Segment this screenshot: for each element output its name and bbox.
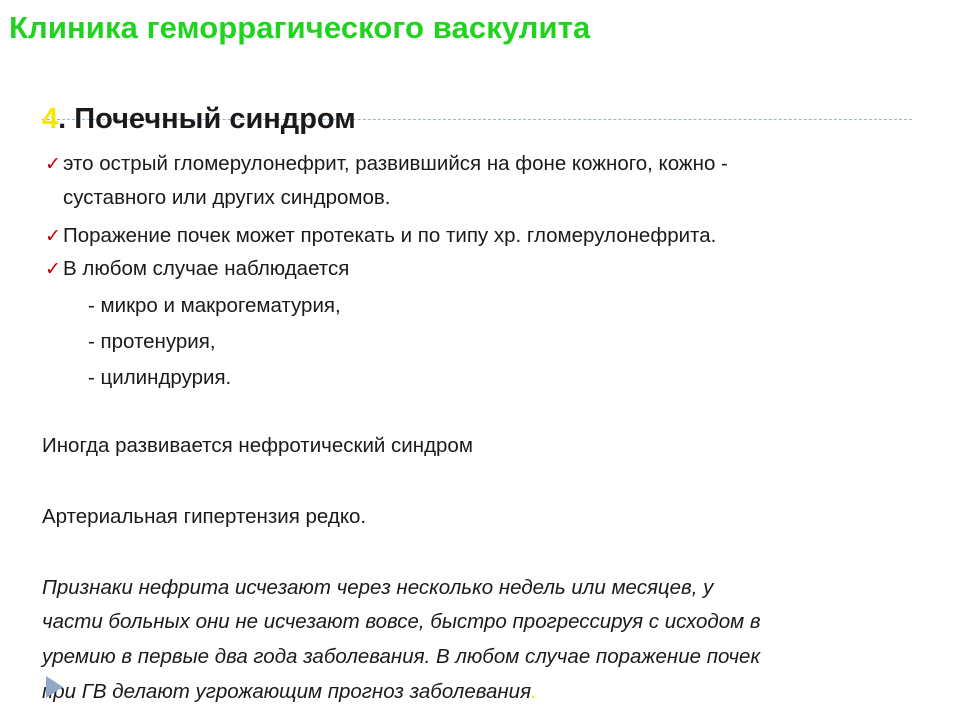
bullet-item: ✓ это острый гломерулонефрит, развившийся на фоне кожного, кожно - — [45, 152, 728, 175]
checkmark-icon: ✓ — [45, 154, 61, 175]
paragraph: Иногда развивается нефротический синдром — [42, 434, 473, 457]
italic-line: части больных они не исчезают вовсе, быстро прогрессируя с исходом в — [42, 610, 761, 633]
slide-title: Клиника геморрагического васкулита — [9, 10, 591, 45]
italic-line: уремию в первые два года заболевания. В любом случае поражение почек — [42, 645, 761, 668]
italic-line: Признаки нефрита исчезают через несколько недель или месяцев, у — [42, 576, 714, 599]
final-dot: . — [531, 680, 537, 703]
checkmark-icon: ✓ — [45, 226, 61, 247]
section-heading-text: . Почечный синдром — [58, 103, 356, 135]
italic-line: при ГВ делают угрожающим прогноз заболевания. — [42, 680, 537, 703]
section-heading — [42, 103, 356, 136]
section-number: 4 — [42, 103, 59, 135]
bullet-item: ✓ В любом случае наблюдается — [45, 257, 350, 280]
sublist-item: - протенурия, — [88, 330, 216, 353]
sublist-item: - цилиндрурия. — [88, 366, 232, 389]
sublist-item: - микро и макрогематурия, — [88, 294, 341, 317]
bullet-continuation: суставного или других синдромов. — [63, 186, 391, 209]
play-arrow-icon[interactable] — [46, 676, 63, 698]
checkmark-icon: ✓ — [45, 259, 61, 280]
bullet-item: ✓ Поражение почек может протекать и по типу хр. гломерулонефрита. — [45, 224, 717, 247]
paragraph: Артериальная гипертензия редко. — [42, 505, 367, 528]
